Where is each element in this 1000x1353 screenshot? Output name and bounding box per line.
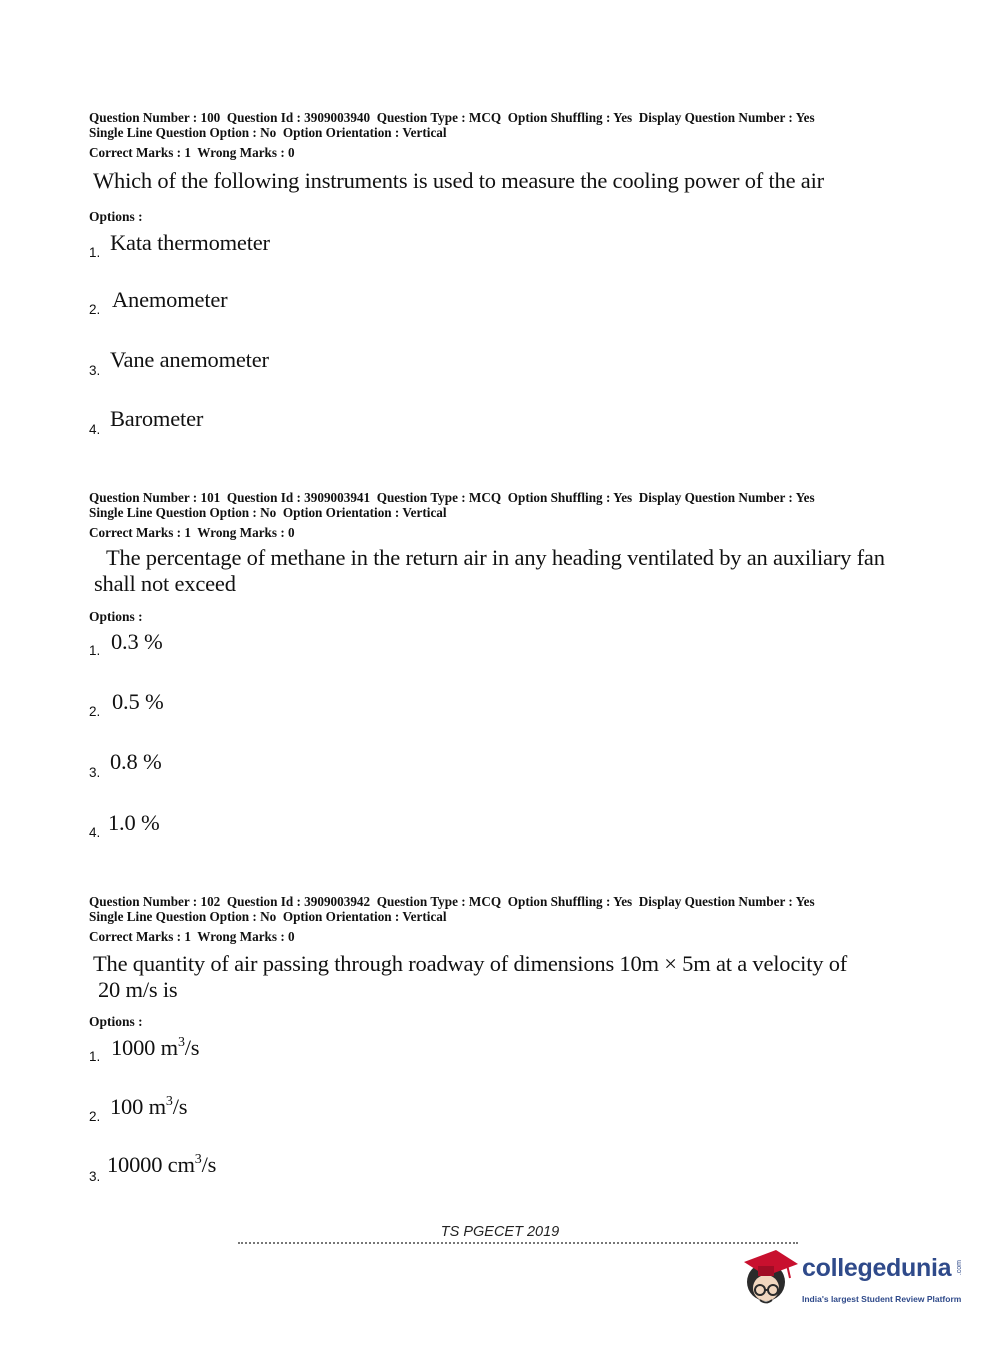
unit-tail: /s (184, 1035, 200, 1060)
question-101-meta-line2: Single Line Question Option : No Option Orientation : Vertical (89, 505, 447, 520)
question-102-option-1[interactable] (111, 1035, 199, 1061)
exponent: 3 (165, 1094, 173, 1109)
question-102-marks: Correct Marks : 1 Wrong Marks : 0 (89, 929, 295, 944)
question-100-option-4[interactable]: Barometer (110, 406, 204, 431)
question-100-meta-line2: Single Line Question Option : No Option Orientation : Vertical (89, 125, 447, 140)
question-102-meta-line2: Single Line Question Option : No Option Orientation : Vertical (89, 909, 447, 924)
question-102-text-line2: 20 m/s is (98, 977, 178, 1002)
question-101-marks: Correct Marks : 1 Wrong Marks : 0 (89, 525, 295, 540)
option-value: 10000 cm (107, 1152, 195, 1177)
question-100-meta-line1: Question Number : 100 Question Id : 3909003940 Question Type : MCQ Option Shuffling : Yes Display Question Number : Yes (89, 110, 815, 125)
question-102-option-3-number: 3. (89, 1169, 101, 1184)
collegedunia-logo[interactable] (740, 1246, 970, 1316)
question-100-options-label: Options : (89, 209, 143, 224)
question-102-option-1-number: 1. (89, 1049, 101, 1064)
brand-tagline: India's largest Student Review Platform (802, 1294, 962, 1304)
question-100-option-3-number: 3. (89, 363, 101, 378)
question-101-text-line2: shall not exceed (94, 571, 236, 596)
question-100-marks: Correct Marks : 1 Wrong Marks : 0 (89, 145, 295, 160)
footer-exam-label: TS PGECET 2019 (440, 1224, 560, 1240)
question-100-option-1[interactable]: Kata thermometer (110, 230, 270, 255)
question-100-option-1-number: 1. (89, 245, 101, 260)
question-101-options-label: Options : (89, 609, 143, 624)
question-100-option-2[interactable]: Anemometer (112, 287, 228, 312)
question-100-option-4-number: 4. (89, 422, 101, 437)
graduate-mascot-icon (740, 1246, 800, 1316)
footer-divider (238, 1242, 798, 1248)
question-101-option-3[interactable]: 0.8 % (110, 749, 162, 774)
question-102-option-3[interactable] (107, 1152, 216, 1178)
question-100-option-2-number: 2. (89, 302, 101, 317)
brand-name: collegedunia (802, 1254, 952, 1282)
question-101-option-2[interactable]: 0.5 % (112, 689, 164, 714)
question-102-text-line1: The quantity of air passing through roadway of dimensions 10m × 5m at a velocity of (93, 951, 848, 976)
question-101-option-3-number: 3. (89, 765, 101, 780)
question-101-option-1-number: 1. (89, 643, 101, 658)
exponent: 3 (194, 1152, 202, 1167)
question-102-options-label: Options : (89, 1014, 143, 1029)
question-101-option-1[interactable]: 0.3 % (111, 629, 163, 654)
question-101-text-line1: The percentage of methane in the return air in any heading ventilated by an auxiliary fan (106, 545, 885, 570)
brand-suffix: .com (956, 1260, 963, 1276)
question-100-text: Which of the following instruments is used to measure the cooling power of the air (93, 168, 824, 193)
question-102-meta-line1: Question Number : 102 Question Id : 3909003942 Question Type : MCQ Option Shuffling : Yes Display Question Number : Yes (89, 894, 815, 909)
question-100-option-3[interactable]: Vane anemometer (110, 347, 269, 372)
question-101-option-4-number: 4. (89, 825, 101, 840)
unit-tail: /s (172, 1094, 188, 1119)
exponent: 3 (177, 1035, 185, 1050)
option-value: 100 m (110, 1094, 166, 1119)
question-102-option-2-number: 2. (89, 1109, 101, 1124)
option-value: 1000 m (111, 1035, 178, 1060)
question-101-meta-line1: Question Number : 101 Question Id : 3909003941 Question Type : MCQ Option Shuffling : Yes Display Question Number : Yes (89, 490, 815, 505)
question-101-option-2-number: 2. (89, 704, 101, 719)
question-101-option-4[interactable]: 1.0 % (108, 810, 160, 835)
unit-tail: /s (201, 1152, 217, 1177)
question-102-option-2[interactable] (110, 1094, 187, 1120)
